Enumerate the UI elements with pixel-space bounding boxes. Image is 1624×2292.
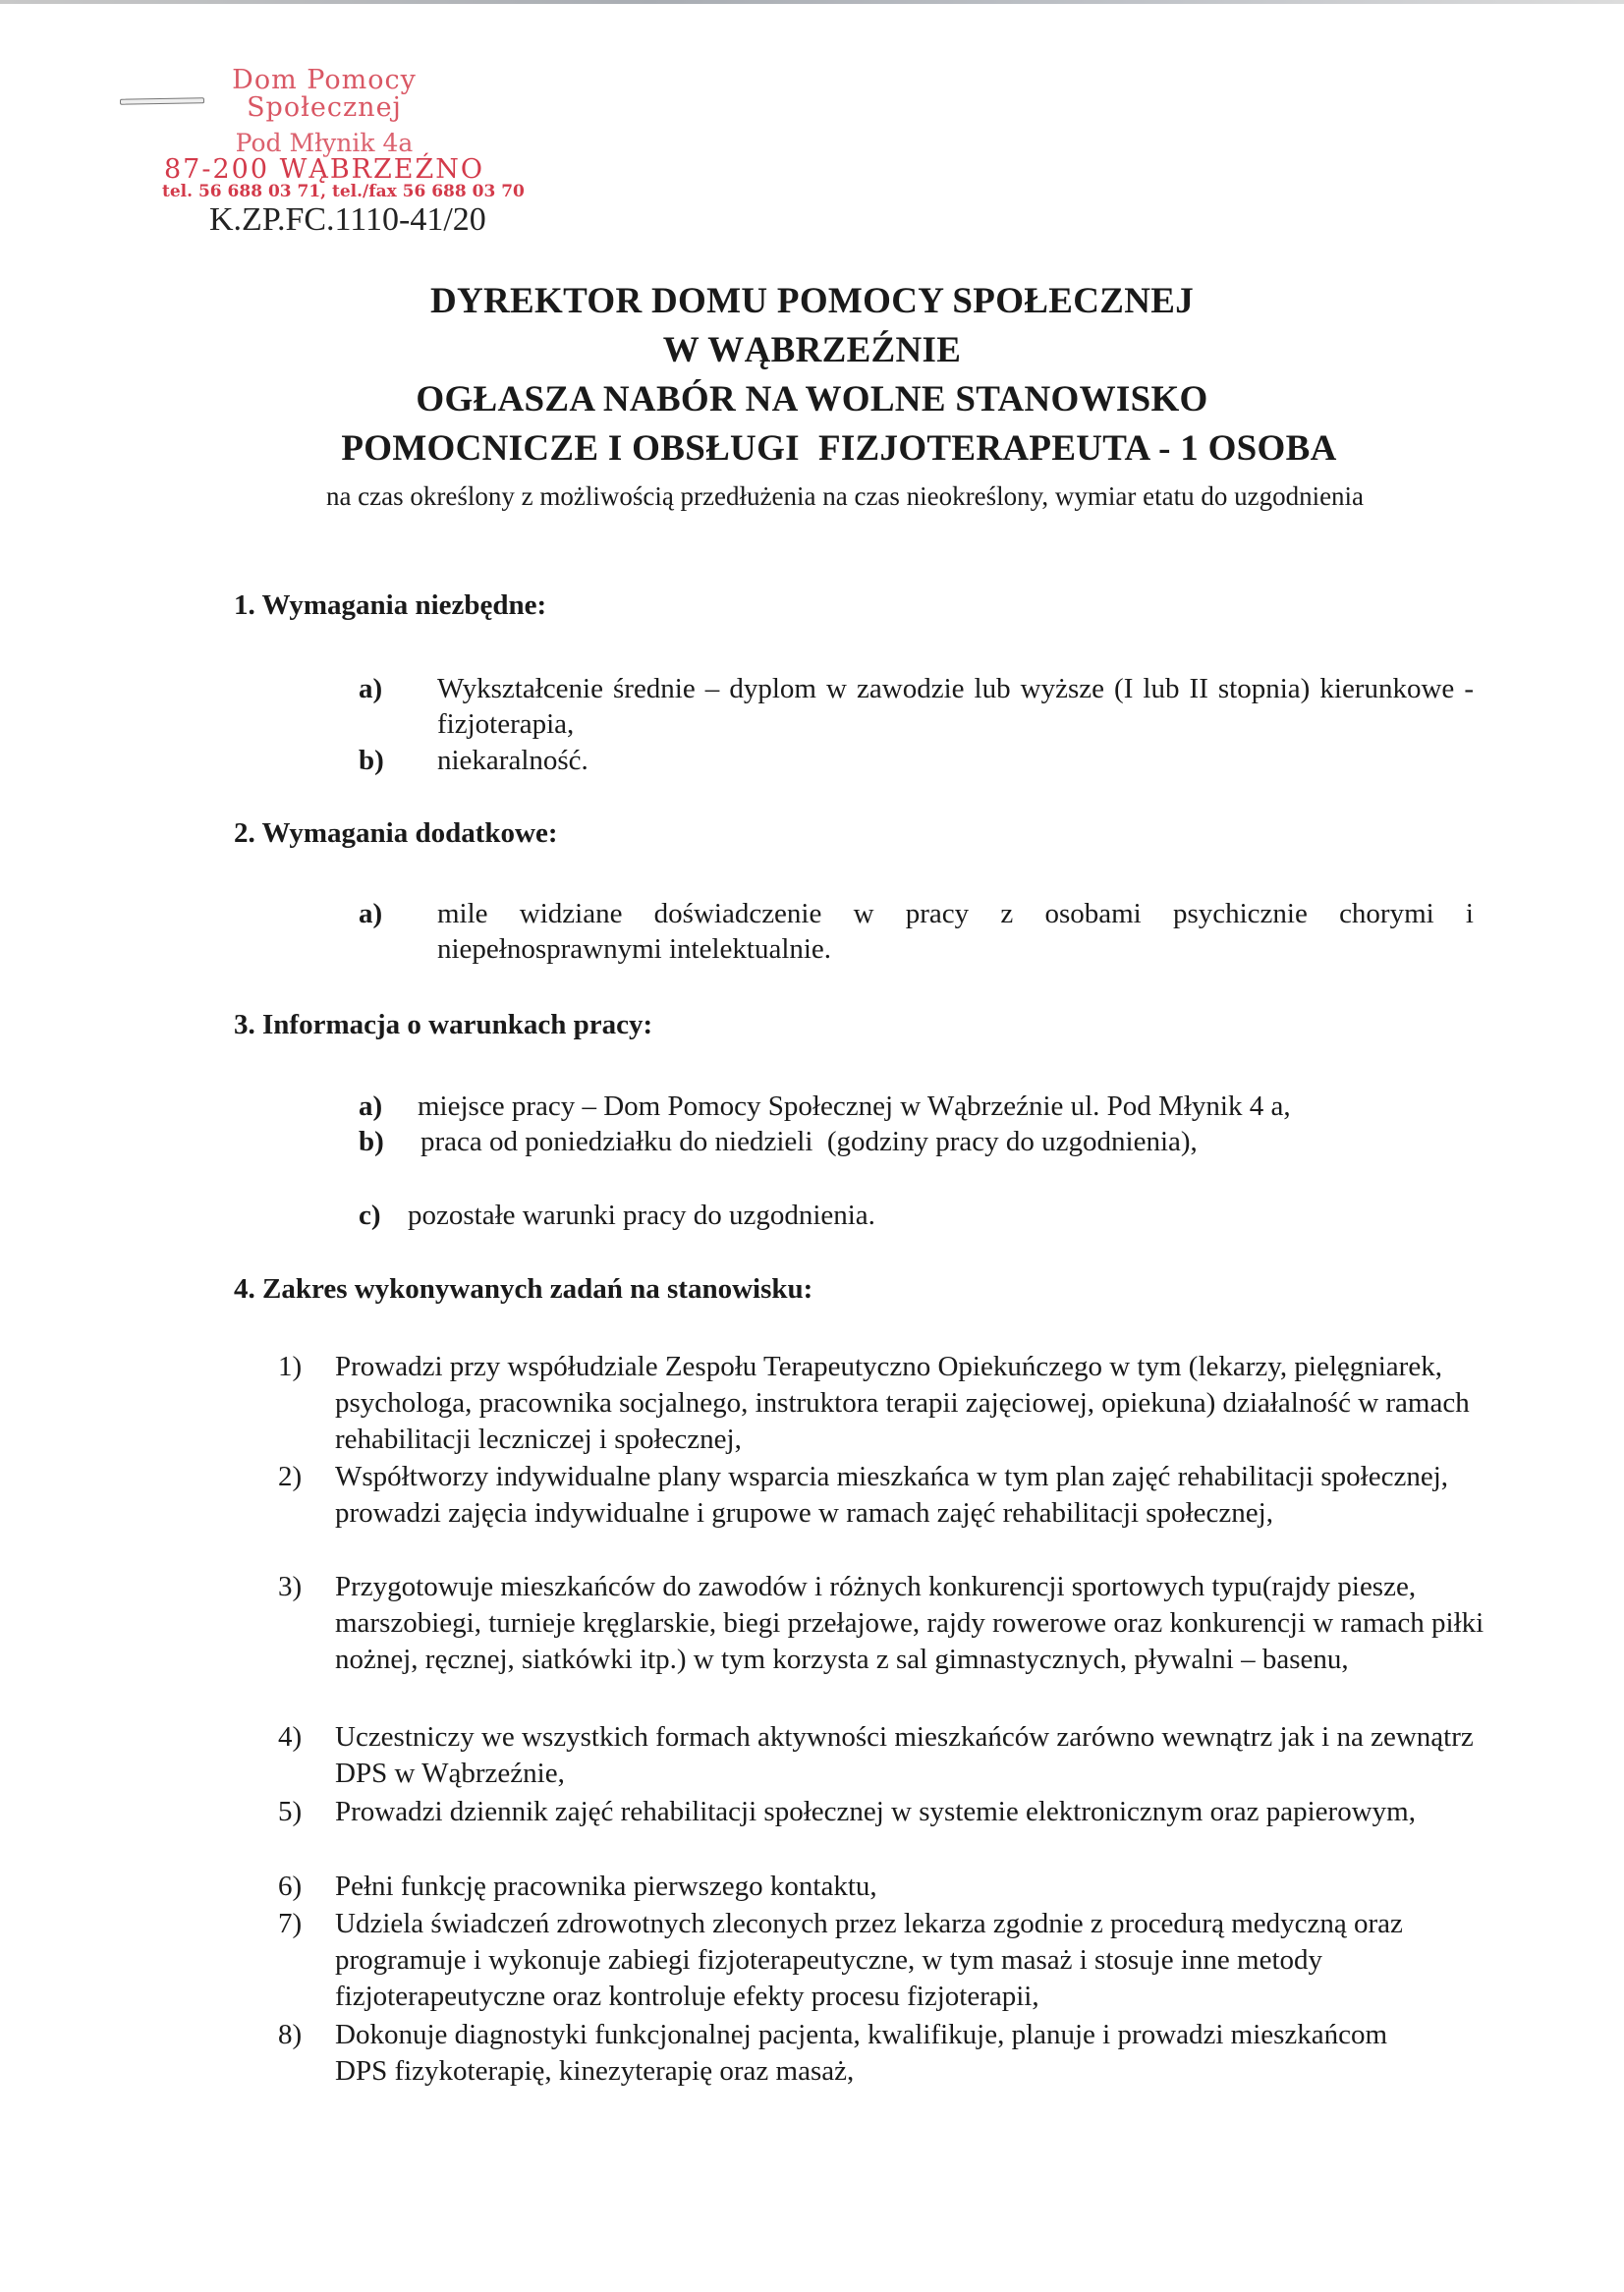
task-text: Dokonuje diagnostyki funkcjonalnej pacjenta, kwalifikuje, planuje i prowadzi mieszkańcom DPS fizykoterapię, kinezyterapię oraz masaż, bbox=[335, 2019, 1388, 2087]
task-text: Pełni funkcję pracownika pierwszego kontaktu, bbox=[335, 1871, 877, 1902]
task-item bbox=[278, 1794, 1486, 1830]
item-text: Wykształcenie średnie – dyplom w zawodzie lub wyższe (I lub II stopnia) kierunkowe - fizjoterapia, bbox=[437, 673, 1474, 740]
task-item bbox=[278, 1569, 1486, 1678]
section-heading-1: 1. Wymagania niezbędne: bbox=[234, 589, 547, 621]
document-subtitle: na czas określony z możliwością przedłużenia na czas nieokreślony, wymiar etatu do uzgodnienia bbox=[325, 481, 1365, 511]
item-label: a) bbox=[359, 898, 383, 929]
list-item bbox=[359, 743, 1474, 778]
task-text: Uczestniczy we wszystkich formach aktywności mieszkańców zarówno wewnątrz jak i na zewnątrz DPS w Wąbrzeźnie, bbox=[335, 1721, 1474, 1789]
list-item bbox=[359, 1124, 1488, 1159]
task-number: 3) bbox=[278, 1571, 303, 1602]
task-number: 5) bbox=[278, 1796, 303, 1827]
item-label: b) bbox=[359, 1126, 384, 1157]
list-item bbox=[359, 1089, 1488, 1124]
title-line-4: POMOCNICZE I OBSŁUGI FIZJOTERAPEUTA - 1 OSOBA bbox=[341, 428, 1337, 469]
list-item bbox=[359, 671, 1474, 742]
task-item bbox=[278, 1349, 1486, 1458]
document-title bbox=[0, 277, 1624, 474]
title-line-1: DYREKTOR DOMU POMOCY SPOŁECZNEJ bbox=[429, 281, 1195, 321]
task-number: 6) bbox=[278, 1871, 303, 1902]
item-label: a) bbox=[359, 1090, 383, 1122]
scan-edge bbox=[0, 0, 1624, 4]
stamp-line-1: Dom Pomocy Społecznej bbox=[232, 65, 417, 124]
task-number: 4) bbox=[278, 1721, 303, 1753]
stamp-line-4: tel. 56 688 03 71, tel./fax 56 688 03 70 bbox=[162, 182, 525, 202]
section-heading-4: 4. Zakres wykonywanych zadań na stanowisku: bbox=[234, 1273, 813, 1305]
section-heading-3: 3. Informacja o warunkach pracy: bbox=[234, 1009, 653, 1040]
title-line-2: W WĄBRZEŹNIE bbox=[662, 330, 962, 370]
item-text: miejsce pracy – Dom Pomocy Społecznej w Wąbrzeźnie ul. Pod Młynik 4 a, bbox=[418, 1090, 1291, 1122]
section-heading-2: 2. Wymagania dodatkowe: bbox=[234, 817, 558, 849]
task-number: 2) bbox=[278, 1461, 303, 1492]
item-text: pozostałe warunki pracy do uzgodnienia. bbox=[408, 1200, 875, 1231]
task-number: 1) bbox=[278, 1351, 303, 1382]
item-text: praca od poniedziałku do niedzieli (godziny pracy do uzgodnienia), bbox=[420, 1126, 1198, 1157]
task-item bbox=[278, 1719, 1486, 1792]
task-item bbox=[278, 2017, 1486, 2090]
task-text: Przygotowuje mieszkańców do zawodów i różnych konkurencji sportowych typu(rajdy piesze, marszobiegi, turnieje kręglarskie, biegi przełajowe, rajdy rowerowe oraz konkurencji w ramach piłki nożnej, ręcznej, siatkówki itp.) w tym korzysta z sal gimnastycznych, pływalni – basenu, bbox=[335, 1571, 1484, 1675]
list-item bbox=[359, 1198, 1488, 1233]
task-text: Prowadzi przy współudziale Zespołu Terapeutyczno Opiekuńczego w tym (lekarzy, pielęgniarek, psychologa, pracownika socjalnego, instruktora terapii zajęciowej, opiekuna) działalność w ramach rehabilitacji leczniczej i społecznej, bbox=[335, 1351, 1470, 1455]
task-number: 8) bbox=[278, 2019, 303, 2050]
list-item bbox=[359, 896, 1474, 967]
task-number: 7) bbox=[278, 1908, 303, 1939]
item-label: b) bbox=[359, 745, 384, 776]
stamp-line-3: 87-200 WĄBRZEŹNO bbox=[163, 153, 484, 185]
task-item bbox=[278, 1869, 1486, 1905]
item-label: c) bbox=[359, 1200, 381, 1231]
task-item bbox=[278, 1906, 1486, 2015]
task-item bbox=[278, 1459, 1486, 1532]
task-text: Udziela świadczeń zdrowotnych zleconych przez lekarza zgodnie z procedurą medyczną oraz programuje i wykonuje zabiegi fizjoterapeutyczne, w tym masaż i stosuje inne metody fizjoterapeutyczne oraz kontroluje efekty procesu fizjoterapii, bbox=[335, 1908, 1403, 2012]
task-text: Współtworzy indywidualne plany wsparcia mieszkańca w tym plan zajęć rehabilitacji społecznej, prowadzi zajęcia indywidualne i grupowe w ramach zajęć rehabilitacji społecznej, bbox=[335, 1461, 1448, 1529]
task-text: Prowadzi dziennik zajęć rehabilitacji społecznej w systemie elektronicznym oraz papierowym, bbox=[335, 1796, 1416, 1827]
stamp-line-2: Pod Młynik 4a bbox=[235, 128, 414, 157]
item-text: niekaralność. bbox=[437, 745, 588, 776]
reference-number: K.ZP.FC.1110-41/20 bbox=[209, 201, 486, 238]
title-line-3: OGŁASZA NABÓR NA WOLNE STANOWISKO bbox=[416, 379, 1208, 419]
institution-stamp bbox=[162, 65, 525, 202]
item-label: a) bbox=[359, 673, 383, 704]
item-text: mile widziane doświadczenie w pracy z osobami psychicznie chorymi i niepełnosprawnymi intelektualnie. bbox=[437, 898, 1474, 965]
